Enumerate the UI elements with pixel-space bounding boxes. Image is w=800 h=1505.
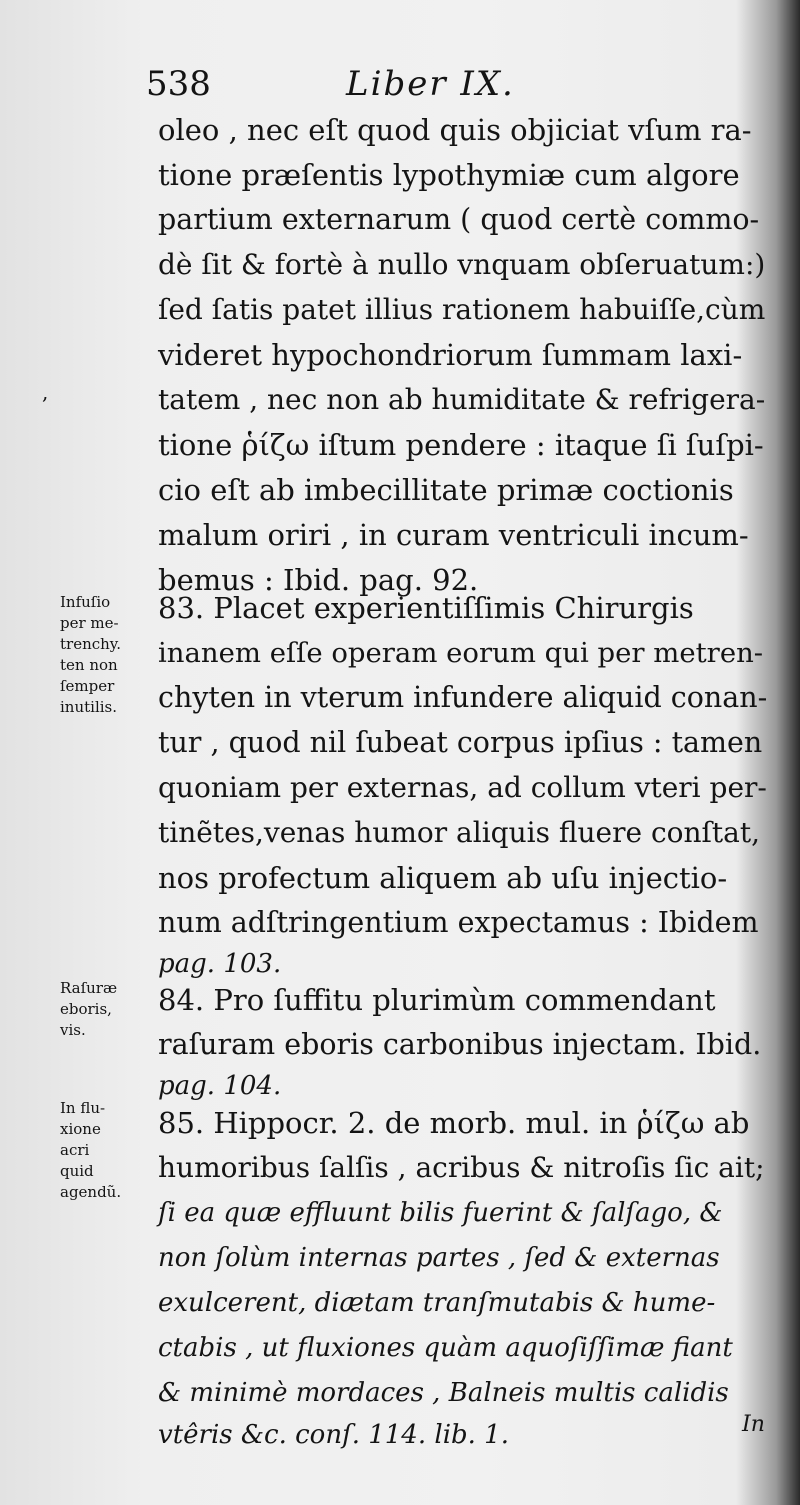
- text-line: 83. Placet experientiſſimis Chirurgis: [158, 591, 694, 625]
- page-number: 538: [146, 64, 211, 104]
- text-line: 85. Hippocr. 2. de morb. mul. in ῥίζω ab: [158, 1106, 750, 1140]
- margin-note-line: agendũ.: [60, 1183, 122, 1201]
- text-line: dè ſit & fortè à nullo vnquam obſeruatum:): [158, 248, 766, 281]
- margin-note-line: xione: [60, 1120, 101, 1138]
- text-line: humoribus ſalſis , acribus & nitroſis ſic ait;: [158, 1151, 765, 1184]
- text-line: quoniam per externas, ad collum vteri per-: [158, 771, 767, 804]
- margin-note: [60, 978, 160, 1041]
- text-line: chyten in vterum infundere aliquid conan-: [158, 681, 768, 714]
- margin-note-line: trenchy.: [60, 635, 122, 653]
- text-line: exulcerent, diætam tranſmutabis & hume-: [158, 1288, 716, 1318]
- margin-note-line: inutilis.: [60, 698, 118, 716]
- margin-note-line: eboris,: [60, 1000, 112, 1018]
- text-line: tur , quod nil ſubeat corpus ipſius : tamen: [158, 726, 763, 759]
- text-line: videret hypochondriorum ſummam laxi-: [158, 338, 743, 372]
- margin-note: [60, 1098, 160, 1203]
- text-line: ctabis , ut fluxiones quàm aquoſiſſimæ fiant: [158, 1333, 733, 1363]
- margin-note-line: ſemper: [60, 677, 115, 695]
- text-line: num adſtringentium expectamus : Ibidem: [158, 906, 759, 939]
- text-line: 84. Pro ſuffitu plurimùm commendant: [158, 983, 716, 1017]
- text-line: non ſolùm internas partes , ſed & externas: [158, 1243, 720, 1273]
- margin-note-line: per me-: [60, 614, 119, 632]
- text-line: ſi ea quæ effluunt bilis fuerint & ſalſago, &: [158, 1198, 723, 1228]
- margin-note-line: Infuſio: [60, 593, 111, 611]
- text-line: vtêris &c. conſ. 114. lib. 1.: [158, 1420, 509, 1450]
- text-line: raſuram eboris carbonibus injectam. Ibid.: [158, 1028, 762, 1061]
- text-line: pag. 103.: [158, 949, 282, 979]
- text-line: & minimè mordaces , Balneis multis calidis: [158, 1378, 729, 1408]
- text-line: tione ῥίζω iſtum pendere : itaque ſi ſuſpi-: [158, 428, 764, 462]
- text-line: tatem , nec non ab humiditate & refrigera-: [158, 383, 766, 416]
- text-line: oleo , nec eſt quod quis objiciat vſum ra-: [158, 113, 752, 147]
- margin-note-line: In flu-: [60, 1099, 106, 1117]
- text-line: cio eſt ab imbecillitate primæ coctionis: [158, 473, 734, 507]
- book-title: Liber IX.: [346, 64, 515, 104]
- running-head: [146, 58, 606, 110]
- text-line: malum oriri , in curam ventriculi incum-: [158, 518, 749, 552]
- margin-note: [60, 592, 160, 718]
- margin-note-line: ten non: [60, 656, 118, 674]
- margin-tick-mark: ,: [42, 380, 49, 404]
- text-line: tione præſentis lypothymiæ cum algore: [158, 158, 740, 192]
- margin-note-line: acri: [60, 1141, 90, 1159]
- text-line: tinẽtes,venas humor aliquis fluere conſtat,: [158, 816, 760, 849]
- text-line: bemus : Ibid. pag. 92.: [158, 563, 479, 597]
- text-line: pag. 104.: [158, 1071, 282, 1101]
- margin-note-line: quid: [60, 1162, 94, 1180]
- text-line: inanem eſſe operam eorum qui per metren-: [158, 637, 764, 669]
- text-line: ſed ſatis patet illius rationem habuiſſe,cùm: [158, 293, 766, 326]
- text-line: nos profectum aliquem ab uſu injectio-: [158, 861, 728, 895]
- catchword: In: [742, 1412, 765, 1437]
- text-line: partium externarum ( quod certè commo-: [158, 203, 760, 236]
- margin-note-line: vis.: [60, 1021, 86, 1039]
- margin-note-line: Raſuræ: [60, 979, 118, 997]
